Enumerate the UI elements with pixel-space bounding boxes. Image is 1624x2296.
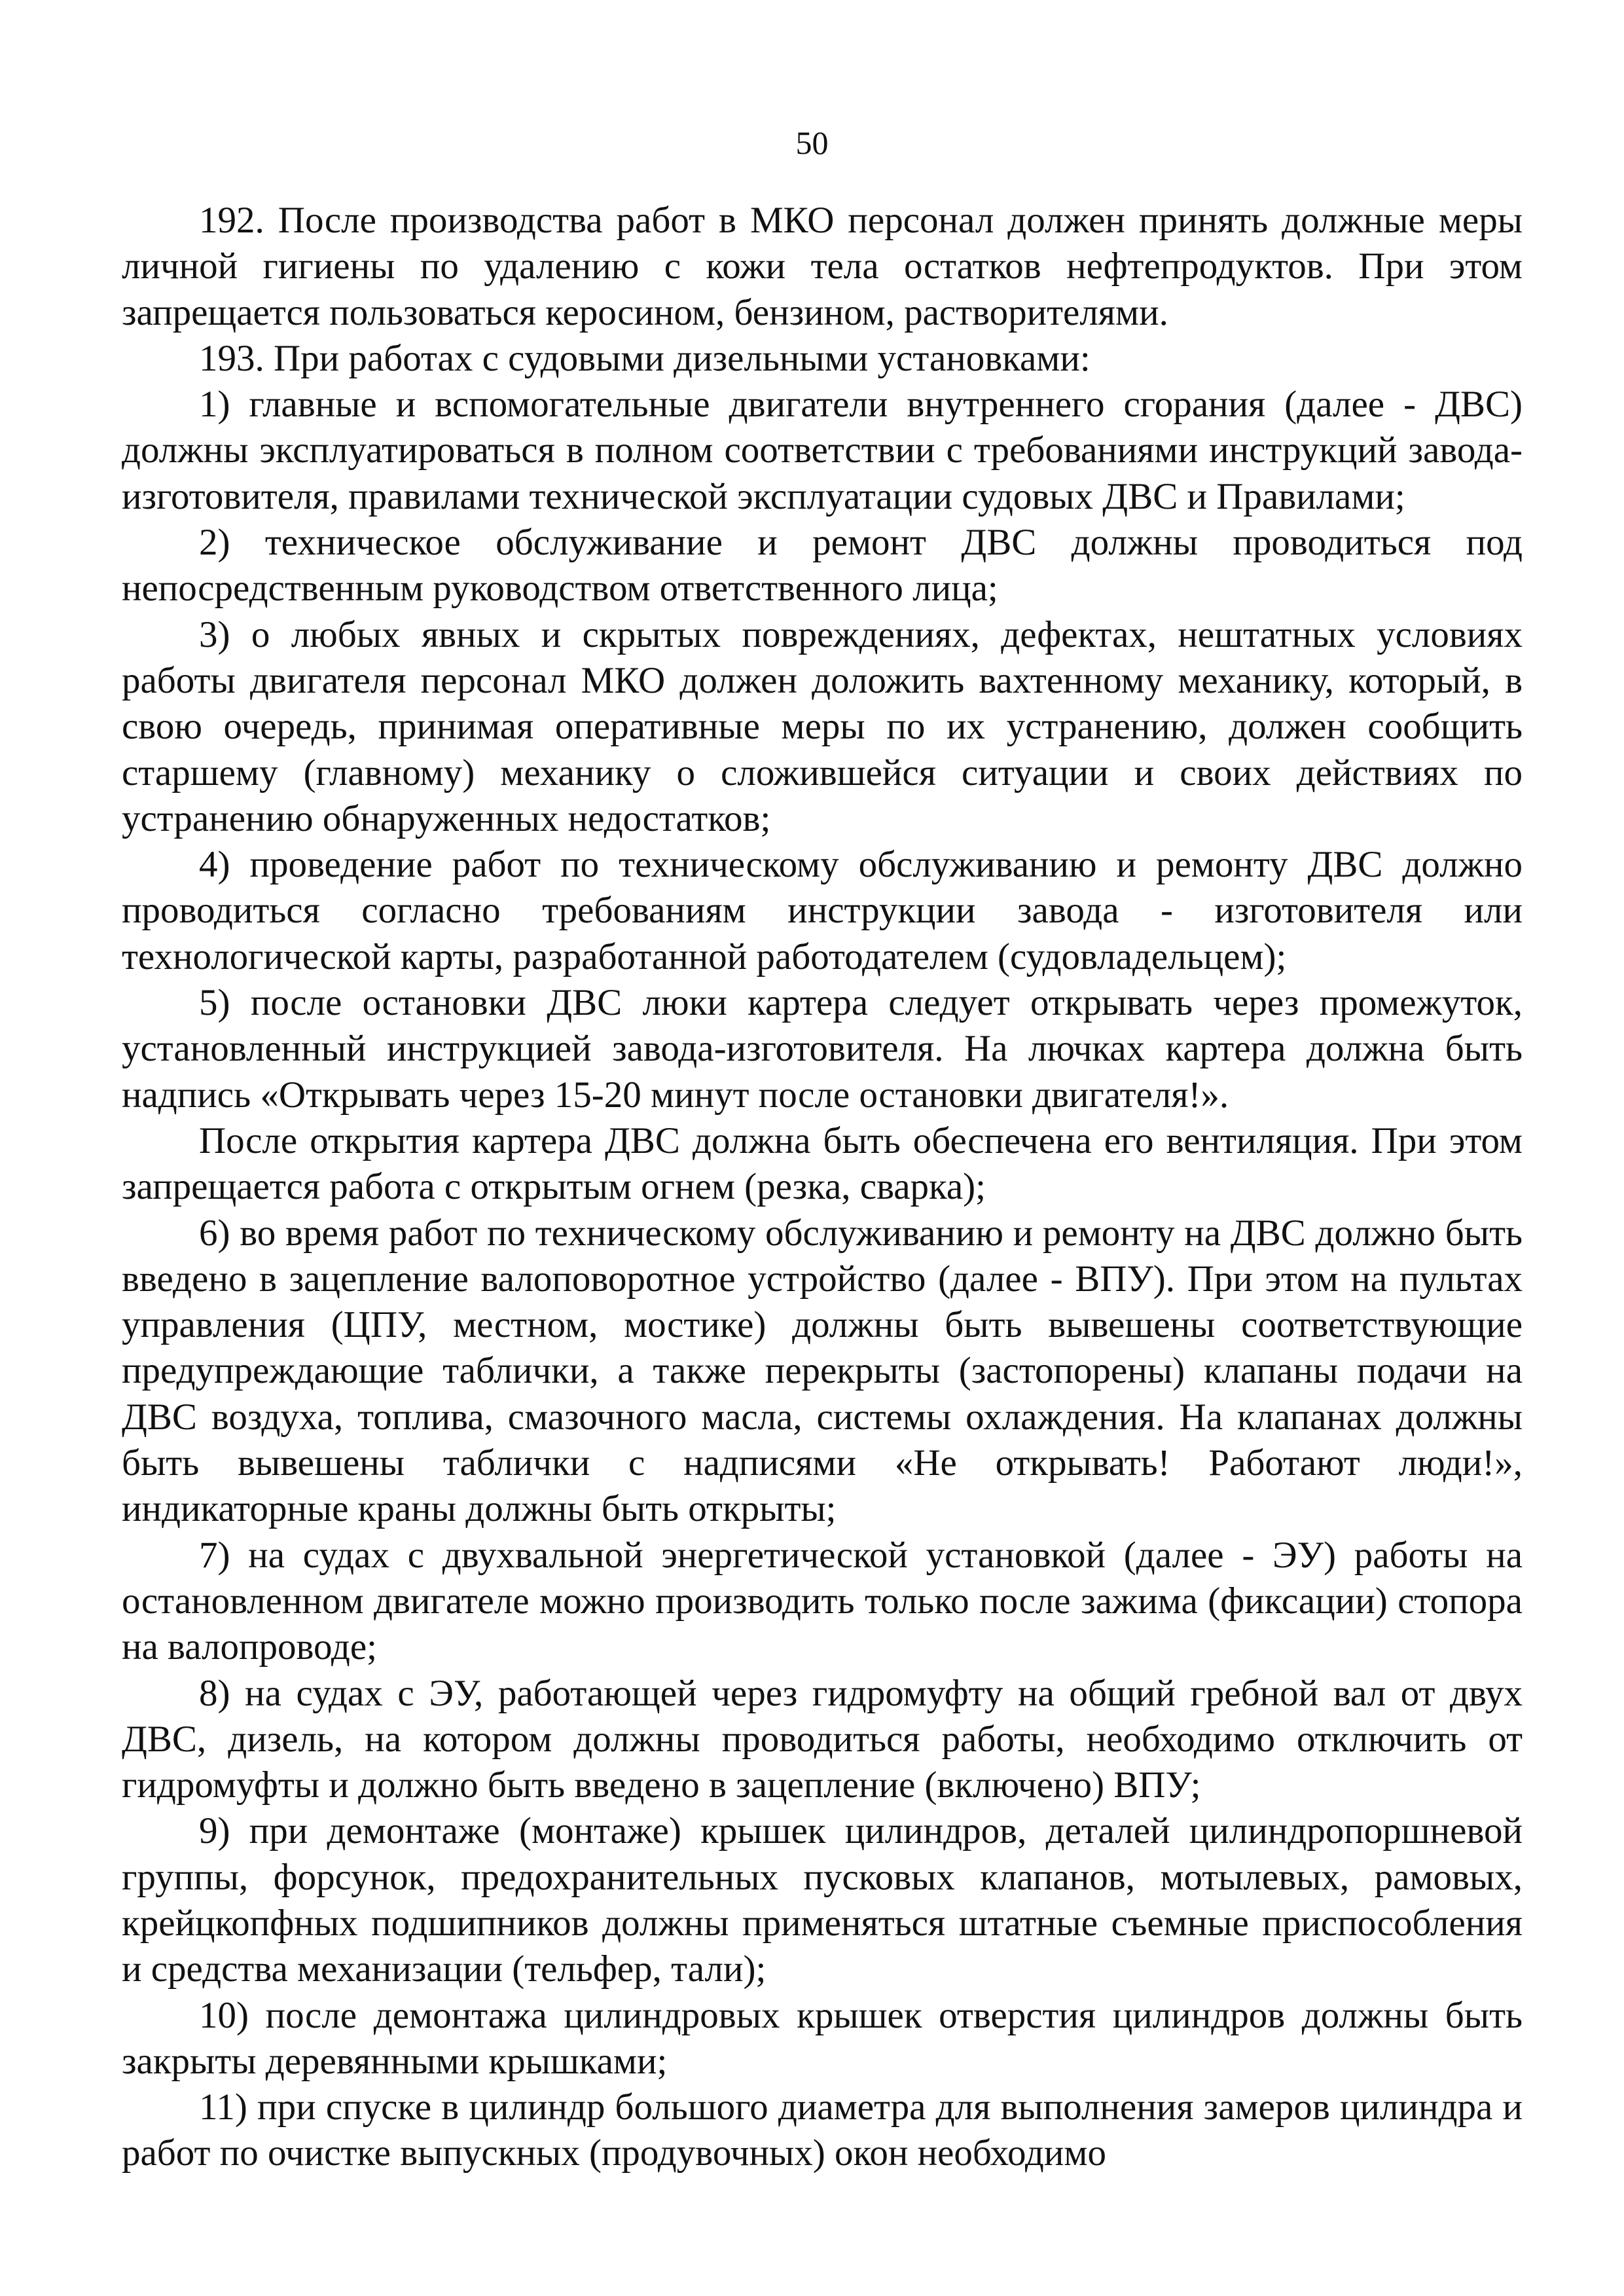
page-number: 50: [795, 124, 829, 161]
list-item-10: 10) после демонтажа цилиндровых крышек отверстия цилиндров должны быть закрыты деревянными крышками;: [122, 1994, 1523, 2082]
paragraph-192: 192. После производства работ в МКО персонал должен принять должные меры личной гигиены по удалению с кожи тела остатков нефтепродуктов. При этом запрещается пользоваться керосином, бензином, растворителями.: [122, 200, 1523, 333]
list-item-5: 5) после остановки ДВС люки картера следует открывать через промежуток, установленный инструкцией завода-изготовителя. На лючках картера должна быть надпись «Открывать через 15-20 минут после остановки двигателя!».: [122, 982, 1523, 1116]
list-item-9: 9) при демонтаже (монтаже) крышек цилиндров, деталей цилиндропоршневой группы, форсунок, предохранительных пусковых клапанов, мотылевых, рамовых, крейцкопфных подшипников должны применяться штатные съемные приспособления и средства механизации (тельфер, тали);: [122, 1810, 1523, 1990]
list-item-8: 8) на судах с ЭУ, работающей через гидромуфту на общий гребной вал от двух ДВС, дизель, на котором должны проводиться работы, необходимо отключить от гидромуфты и должно быть введено в зацепление (включено) ВПУ;: [122, 1672, 1523, 1806]
list-item-7: 7) на судах с двухвальной энергетической установкой (далее - ЭУ) работы на остановленном двигателе можно производить только после зажима (фиксации) стопора на валопроводе;: [122, 1534, 1523, 1668]
list-item-4: 4) проведение работ по техническому обслуживанию и ремонту ДВС должно проводиться согласно требованиям инструкции завода - изготовителя или технологической карты, разработанной работодателем (судовладельцем);: [122, 844, 1523, 977]
list-item-6: 6) во время работ по техническому обслуживанию и ремонту на ДВС должно быть введено в зацепление валоповоротное устройство (далее - ВПУ). При этом на пультах управления (ЦПУ, местном, мостике) должны быть вывешены соответствующие предупреждающие таблички, а также перекрыты (застопорены) клапаны подачи на ДВС воздуха, топлива, смазочного масла, системы охлаждения. На клапанах должны быть вывешены таблички с надписями «Не открывать! Работают люди!», индикаторные краны должны быть открыты;: [122, 1212, 1523, 1530]
list-item-2: 2) техническое обслуживание и ремонт ДВС должны проводиться под непосредственным руководством ответственного лица;: [122, 522, 1523, 610]
paragraph-193: 193. При работах с судовыми дизельными установками:: [199, 337, 1091, 379]
document-body: [122, 198, 1523, 2177]
list-item-5-continuation: После открытия картера ДВС должна быть обеспечена его вентиляция. При этом запрещается работа с открытым огнем (резка, сварка);: [122, 1120, 1523, 1208]
list-item-1: 1) главные и вспомогательные двигатели внутреннего сгорания (далее - ДВС) должны эксплуатироваться в полном соответствии с требованиями инструкций завода-изготовителя, правилами технической эксплуатации судовых ДВС и Правилами;: [122, 384, 1523, 517]
list-item-11: 11) при спуске в цилиндр большого диаметра для выполнения замеров цилиндра и работ по очистке выпускных (продувочных) окон необходимо: [122, 2086, 1523, 2174]
list-item-3: 3) о любых явных и скрытых повреждениях, дефектах, нештатных условиях работы двигателя персонал МКО должен доложить вахтенному механику, который, в свою очередь, принимая оперативные меры по их устранению, должен сообщить старшему (главному) механику о сложившейся ситуации и своих действиях по устранению обнаруженных недостатков;: [122, 613, 1523, 839]
